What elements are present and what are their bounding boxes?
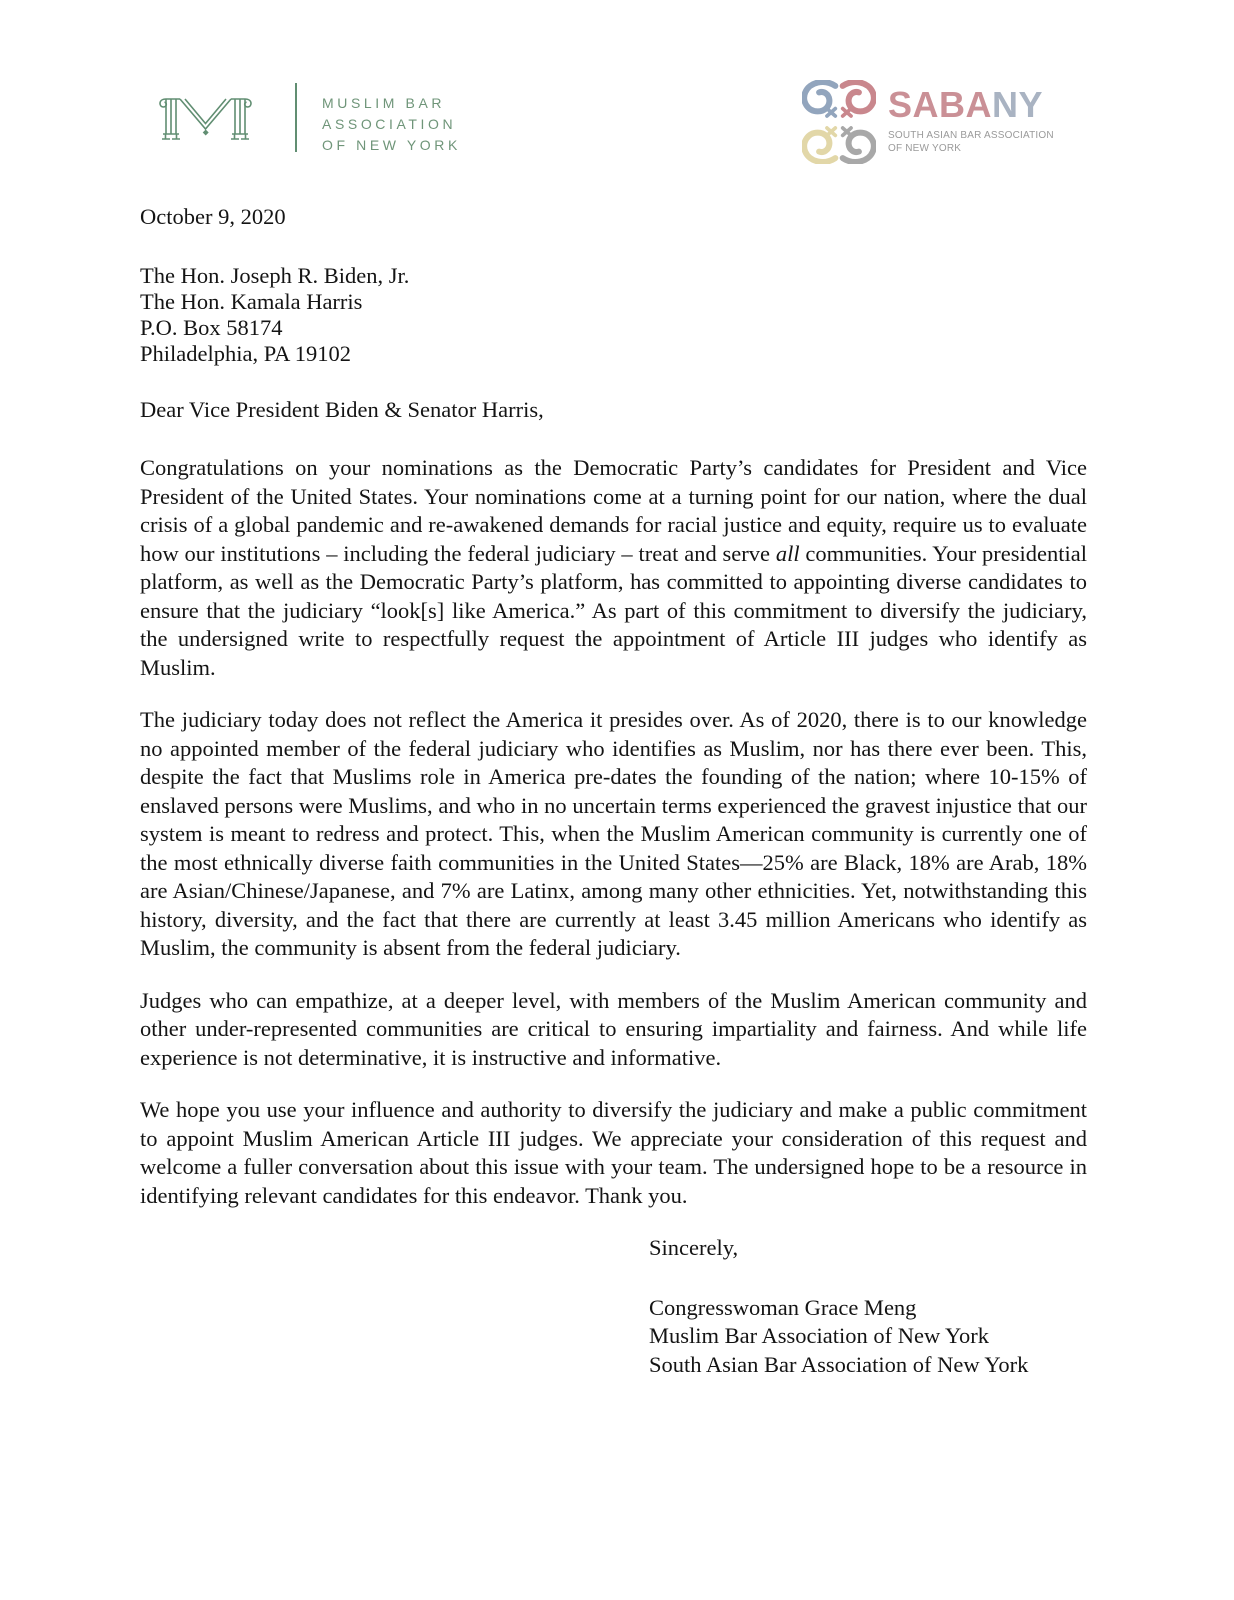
signature-line: Muslim Bar Association of New York	[649, 1323, 990, 1348]
address-line: The Hon. Kamala Harris	[140, 288, 363, 314]
sabany-subtitle	[888, 129, 1054, 155]
letterhead-divider	[295, 83, 297, 152]
mbany-column-m-monogram-icon	[158, 92, 253, 143]
recipient-address	[140, 263, 1087, 367]
letter-body	[140, 203, 1087, 1379]
paragraph-text: Congratulations on your nominations as the Democratic Party’s candidates for President and Vice President of the United States. Your nominations come at a turning point for our nation, where the dual crisis of a global pandemic and re-awakened demands for racial justice and equity, require us to evaluate how our institutions – including the federal judiciary – treat and serve	[140, 455, 1087, 566]
body-paragraph-3: Judges who can empathize, at a deeper level, with members of the Muslim American community and other under-represented communities are critical to ensuring impartiality and fairness. And while life experience is not determinative, it is instructive and informative.	[140, 987, 1087, 1070]
signature-block	[649, 1234, 1087, 1379]
mbany-name	[322, 93, 461, 156]
sabany-wordmark-saba: SABA	[888, 84, 993, 125]
sabany-subtitle-line: OF NEW YORK	[888, 143, 962, 154]
sabany-wordmark-ny: NY	[992, 84, 1044, 125]
signature-lines	[649, 1294, 1087, 1380]
paragraph-text: communities. Your presidential platform, as well as the Democratic Party’s platform, has committed to appointing diverse candidates to ensure that the judiciary “look[s] like America.” As part of this commitment to diversify the judiciary, the undersigned write to respectfully request the appointment of Article III judges who identify as Muslim.	[140, 540, 1087, 680]
sabany-subtitle-line: SOUTH ASIAN BAR ASSOCIATION	[888, 130, 1054, 141]
signature-line: Congresswoman Grace Meng	[649, 1294, 917, 1320]
address-line: The Hon. Joseph R. Biden, Jr.	[140, 262, 410, 288]
body-paragraph-2: The judiciary today does not reflect the America it presides over. As of 2020, there is to our knowledge no appointed member of the federal judiciary who identifies as Muslim, nor has there ever been. This, despite the fact that Muslims role in America pre-dates the founding of the nation; where 10-15% of enslaved persons were Muslims, and who in no uncertain terms experienced the gravest injustice that our system is meant to redress and protect. This, when the Muslim American community is currently one of the most ethnically diverse faith communities in the United States—25% are Black, 18% are Arab, 18% are Asian/Chinese/Japanese, and 7% are Latinx, among many other ethnicities. Yet, notwithstanding this history, diversity, and the fact that there are currently at least 3.45 million Americans who identify as Muslim, the community is absent from the federal judiciary.	[140, 707, 1087, 960]
address-line: Philadelphia, PA 19102	[140, 340, 352, 366]
mbany-name-line: ASSOCIATION	[322, 116, 457, 132]
date-line: October 9, 2020	[140, 204, 286, 229]
mbany-name-line: OF NEW YORK	[322, 137, 461, 153]
body-paragraph-1	[140, 454, 1087, 682]
emphasized-word: all	[775, 540, 800, 566]
sabany-arabesque-ornament-icon	[802, 80, 876, 164]
body-paragraph-4: We hope you use your influence and authority to diversify the judiciary and make a public commitment to appoint Muslim American Article III judges. We appreciate your consideration of this request and welcome a fuller conversation about this issue with your team. The undersigned hope to be a resource in identifying relevant candidates for this endeavor. Thank you.	[140, 1097, 1087, 1208]
salutation: Dear Vice President Biden & Senator Harris,	[140, 396, 544, 422]
signature-line: South Asian Bar Association of New York	[649, 1351, 1029, 1377]
address-line: P.O. Box 58174	[140, 314, 283, 340]
closing: Sincerely,	[649, 1235, 739, 1260]
mbany-name-line: MUSLIM BAR	[322, 95, 446, 111]
sabany-wordmark	[888, 86, 1043, 124]
